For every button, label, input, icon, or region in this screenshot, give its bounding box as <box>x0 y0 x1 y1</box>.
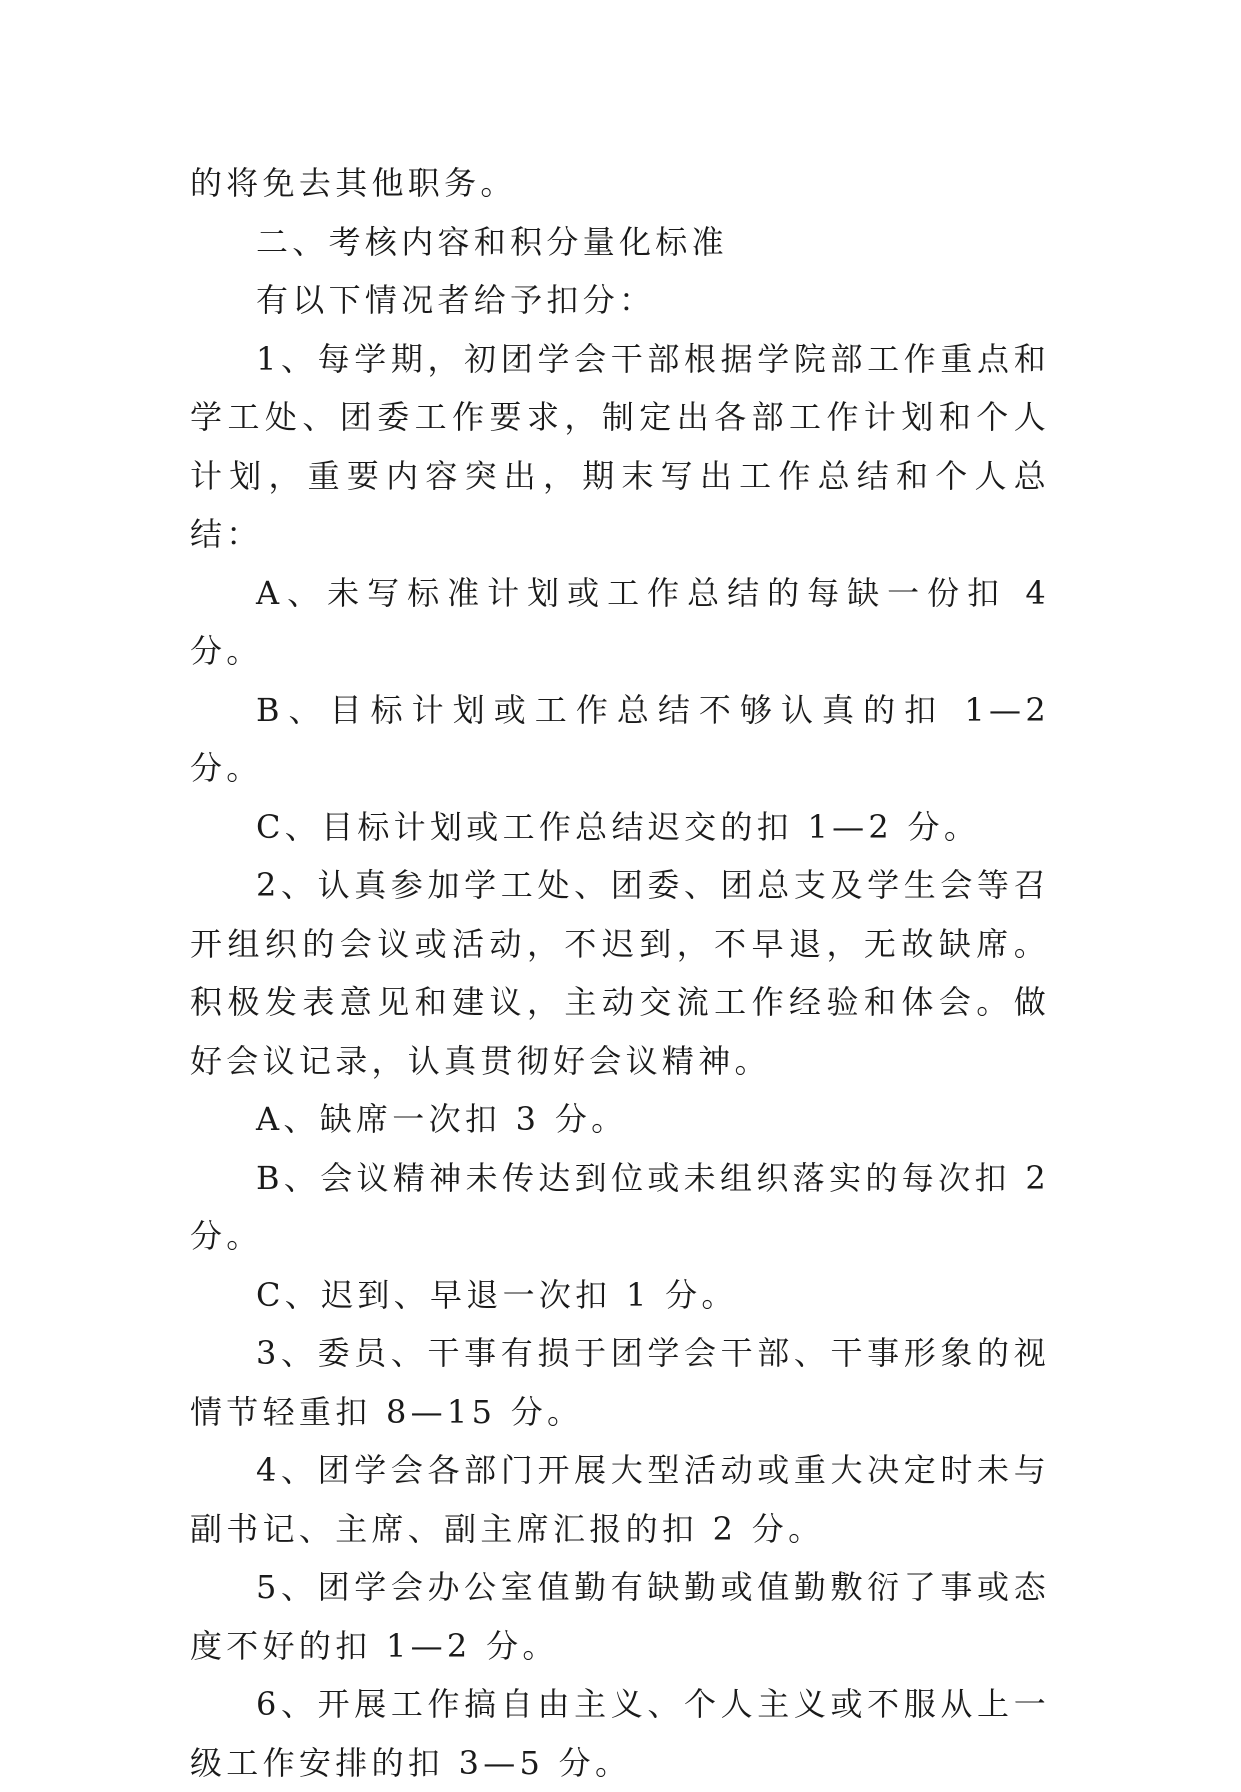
item-2-c: C、迟到、早退一次扣 1 分。 <box>256 1275 738 1314</box>
paragraph-continuation: 的将免去其他职务。 <box>190 164 517 202</box>
item-6: 6、开展工作搞自由主义、个人主义或不服从上一级工作安排的扣 3—5 分。 <box>190 1685 1050 1782</box>
section-heading: 二、考核内容和积分量化标准 <box>256 222 728 261</box>
item-1: 1、每学期，初团学会干部根据学院部工作重点和学工处、团委工作要求，制定出各部工作计划和个人计划，重要内容突出，期末写出工作总结和个人总结： <box>190 339 1050 553</box>
item-2: 2、认真参加学工处、团委、团总支及学生会等召开组织的会议或活动，不迟到，不早退，无故缺席。积极发表意见和建议，主动交流工作经验和体会。做好会议记录，认真贯彻好会议精神。 <box>190 866 1050 1080</box>
item-5: 5、团学会办公室值勤有缺勤或值勤敷衍了事或态度不好的扣 1—2 分。 <box>190 1568 1050 1665</box>
item-1-b: B、目标计划或工作总结不够认真的扣 1—2 分。 <box>190 690 1050 787</box>
item-3: 3、委员、干事有损于团学会干部、干事形象的视情节轻重扣 8—15 分。 <box>190 1334 1050 1431</box>
item-1-c: C、目标计划或工作总结迟交的扣 1—2 分。 <box>256 807 981 846</box>
item-1-a: A、未写标准计划或工作总结的每缺一份扣 4 分。 <box>190 573 1050 670</box>
item-2-a: A、缺席一次扣 3 分。 <box>256 1100 628 1138</box>
item-4: 4、团学会各部门开展大型活动或重大决定时未与副书记、主席、副主席汇报的扣 2 分。 <box>190 1451 1050 1548</box>
item-2-b: B、会议精神未传达到位或未组织落实的每次扣 2 分。 <box>190 1158 1050 1255</box>
document-body <box>190 154 1050 1792</box>
paragraph-intro: 有以下情况者给予扣分： <box>256 281 656 319</box>
